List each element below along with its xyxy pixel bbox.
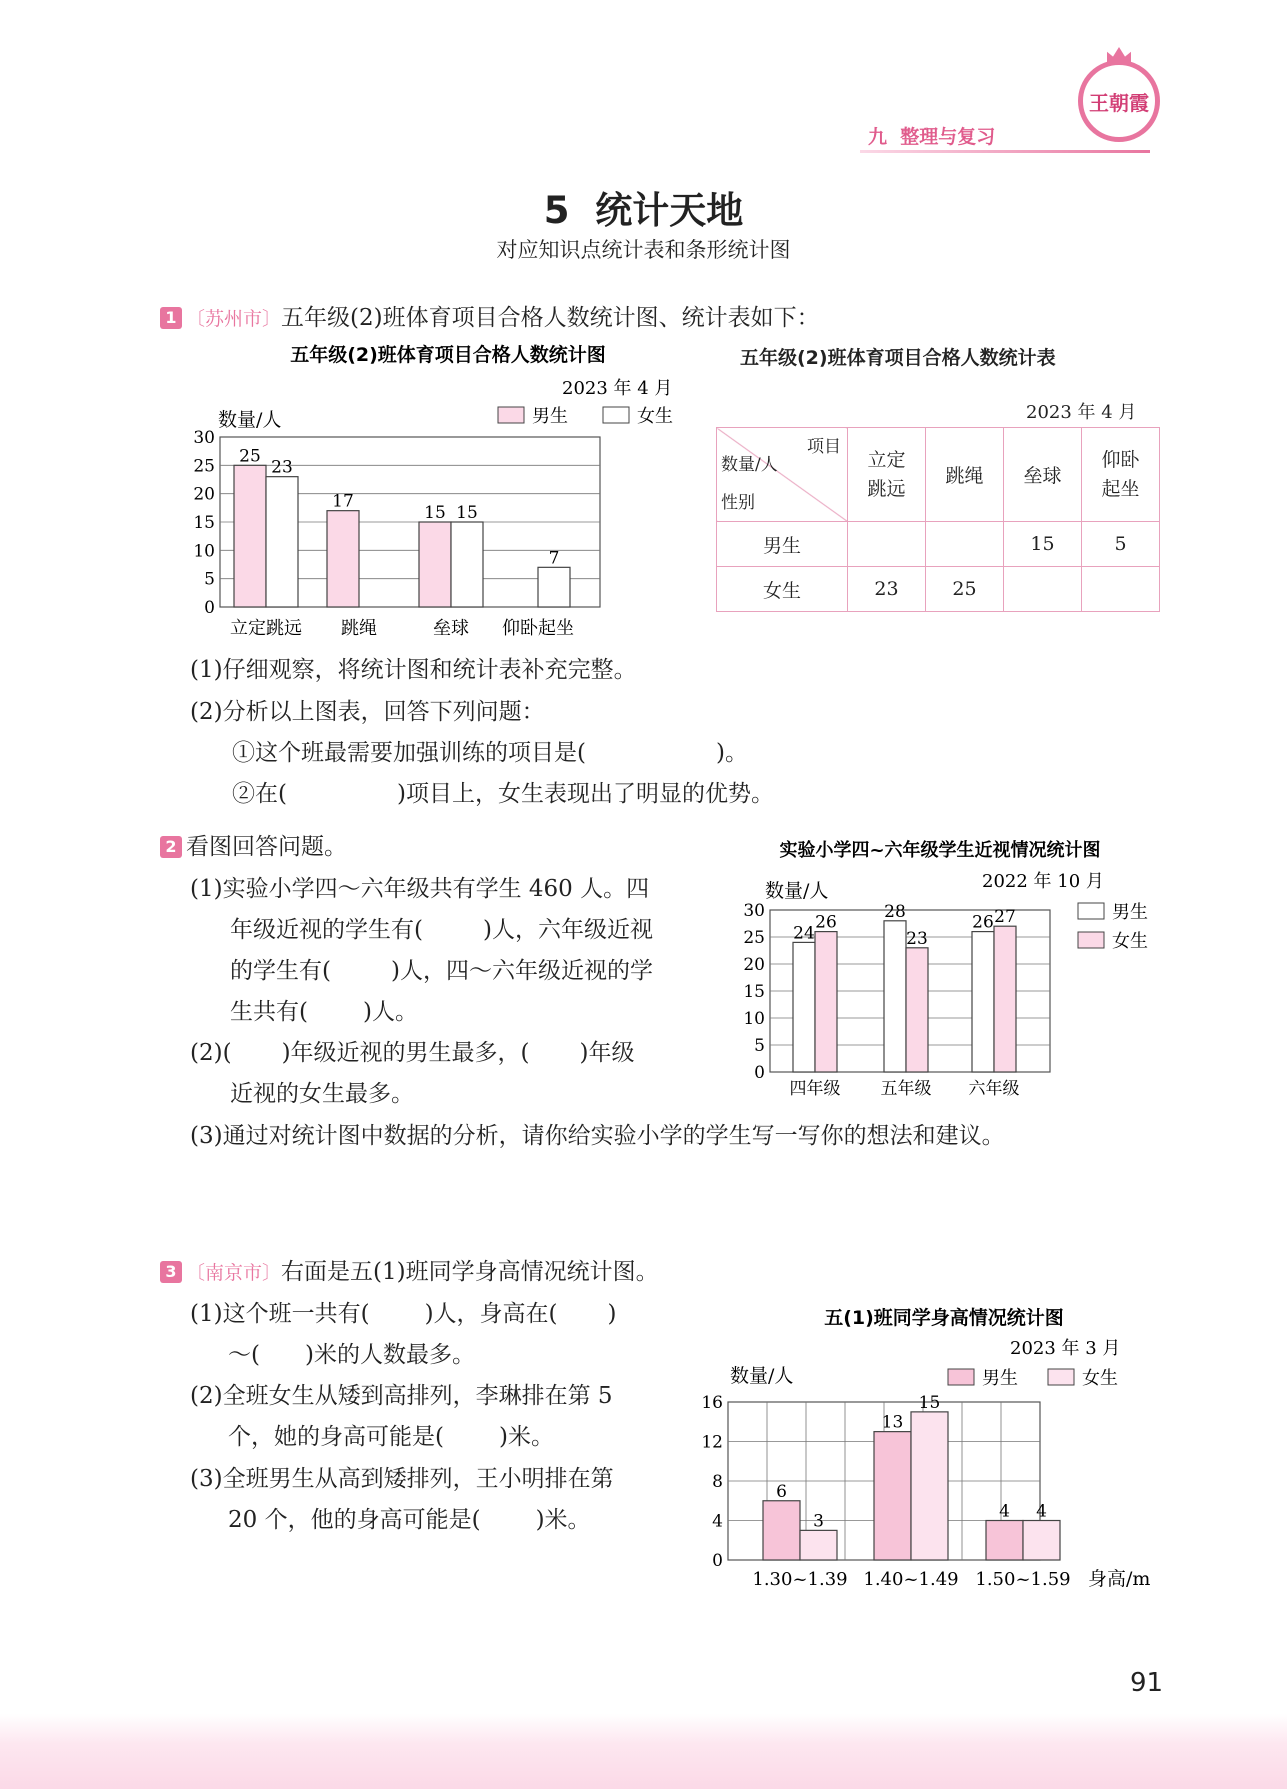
y-tick-label: 8 xyxy=(712,1472,723,1492)
y-tick-label: 12 xyxy=(701,1432,723,1453)
table-cell[interactable] xyxy=(1004,567,1082,612)
q3-l2a: ～( xyxy=(228,1342,260,1368)
q2-l5b: )年级近视的男生最多，( xyxy=(281,1040,530,1066)
q1-stem xyxy=(160,299,820,332)
bar xyxy=(986,1521,1023,1561)
data-label: 15 xyxy=(456,503,478,523)
page-subtitle: 对应知识点统计表和条形统计图 xyxy=(496,238,791,262)
y-tick-label: 25 xyxy=(193,456,215,477)
table-cell: 25 xyxy=(926,567,1004,612)
table-corner-cell xyxy=(717,428,848,522)
chart-title: 五(1)班同学身高情况统计图 xyxy=(824,1307,1064,1329)
page-title: 5 统计天地 xyxy=(543,189,744,232)
data-label: 4 xyxy=(1036,1501,1047,1522)
q2-l1: (1)实验小学四～六年级共有学生 460 人。四 xyxy=(190,876,650,902)
y-axis-label: 数量/人 xyxy=(765,880,829,902)
bar xyxy=(800,1530,837,1560)
legend-swatch xyxy=(948,1369,974,1385)
bar xyxy=(1023,1521,1060,1561)
q3-l5: (3)全班男生从高到矮排列，王小明排在第 xyxy=(190,1466,614,1492)
q2-l5 xyxy=(190,1034,635,1067)
table-col-header: 跳绳 xyxy=(926,428,1004,522)
data-label: 7 xyxy=(548,548,560,569)
data-label: 23 xyxy=(906,928,928,949)
bar xyxy=(419,522,451,607)
data-label: 4 xyxy=(999,1501,1010,1522)
data-label: 23 xyxy=(271,457,293,478)
legend-label: 男生 xyxy=(532,406,568,427)
y-tick-label: 0 xyxy=(754,1063,765,1083)
bar xyxy=(874,1432,911,1560)
q2-stem xyxy=(160,828,347,861)
q2-l5a: (2)( xyxy=(190,1040,232,1066)
bar xyxy=(763,1501,800,1560)
x-tick-label: 1.40~1.49 xyxy=(863,1569,959,1590)
x-tick-label: 跳绳 xyxy=(341,618,377,639)
bar xyxy=(327,511,359,607)
data-label: 25 xyxy=(239,446,261,467)
table-cell: 23 xyxy=(848,567,926,612)
q1-sub2a-post: )。 xyxy=(715,740,748,766)
chart-q1 xyxy=(190,335,700,647)
q2-l4 xyxy=(230,993,418,1026)
y-tick-label: 10 xyxy=(193,541,215,562)
bar xyxy=(906,948,928,1072)
y-tick-label: 4 xyxy=(712,1511,723,1532)
q3-l4 xyxy=(228,1418,554,1451)
y-tick-label: 0 xyxy=(712,1551,723,1571)
q3-l6b: )米。 xyxy=(535,1507,591,1533)
q2-l2a: 年级近视的学生有( xyxy=(230,917,423,943)
q3-stem-text: 右面是五(1)班同学身高情况统计图。 xyxy=(281,1259,659,1285)
q1-sub2a xyxy=(232,734,748,767)
bar xyxy=(793,942,815,1072)
corner-item: 项目 xyxy=(807,437,841,457)
table-cell[interactable] xyxy=(926,522,1004,567)
chart-q2 xyxy=(720,830,1170,1110)
table-row-label: 男生 xyxy=(717,522,848,567)
y-tick-label: 20 xyxy=(193,484,215,505)
table-col-header: 立定 跳远 xyxy=(848,428,926,522)
q3-l1b: )人，身高在( xyxy=(424,1301,558,1327)
q3-city: 〔南京市〕 xyxy=(186,1262,282,1284)
section-title: 九 整理与复习 xyxy=(868,126,996,148)
q2-l6: 近视的女生最多。 xyxy=(230,1081,414,1107)
page-number: 91 xyxy=(1130,1668,1164,1698)
q2-l3 xyxy=(230,952,653,985)
q1-city: 〔苏州市〕 xyxy=(186,308,282,330)
q3-l1a: (1)这个班一共有( xyxy=(190,1301,370,1327)
q2-l4a: 生共有( xyxy=(230,999,308,1025)
legend-swatch xyxy=(498,407,524,423)
x-tick-label: 六年级 xyxy=(968,1079,1020,1099)
q1-stat-table xyxy=(716,427,1160,612)
bar xyxy=(972,932,994,1072)
corner-gender: 性别 xyxy=(721,493,755,513)
footer-band xyxy=(0,1714,1287,1789)
y-tick-label: 16 xyxy=(701,1393,723,1413)
table-row-label: 女生 xyxy=(717,567,848,612)
q1-sub2b xyxy=(232,775,774,808)
q3-l6 xyxy=(228,1501,591,1534)
q2-l2b: )人，六年级近视 xyxy=(482,917,653,943)
q1-sub1: (1)仔细观察，将统计图和统计表补充完整。 xyxy=(190,657,637,683)
q2-l3a: 的学生有( xyxy=(230,958,331,984)
q1-sub2a-pre: ①这个班最需要加强训练的项目是( xyxy=(232,740,586,766)
q3-l4b: )米。 xyxy=(498,1424,554,1450)
q2-l4b: )人。 xyxy=(362,999,418,1025)
bar xyxy=(815,932,837,1072)
q2-l2 xyxy=(230,911,653,944)
q1-number: 1 xyxy=(160,307,182,329)
x-axis-label: 身高/m xyxy=(1088,1568,1151,1590)
bar xyxy=(538,567,570,607)
q1-table-date: 2023 年 4 月 xyxy=(1026,402,1137,423)
legend-swatch xyxy=(1048,1369,1074,1385)
q2-l7: (3)通过对统计图中数据的分析，请你给实验小学的学生写一写你的想法和建议。 xyxy=(190,1123,1005,1149)
bar xyxy=(994,926,1016,1072)
y-tick-label: 30 xyxy=(743,901,765,921)
q3-l2b: )米的人数最多。 xyxy=(304,1342,475,1368)
data-label: 3 xyxy=(813,1511,824,1532)
brand-logo xyxy=(1078,60,1160,142)
bar xyxy=(884,921,906,1072)
x-tick-label: 五年级 xyxy=(880,1079,932,1099)
q2-number: 2 xyxy=(160,836,182,858)
y-axis-label: 数量/人 xyxy=(730,1365,794,1387)
table-cell: 5 xyxy=(1082,522,1160,567)
q2-l5c: )年级 xyxy=(579,1040,635,1066)
legend-label: 男生 xyxy=(982,1368,1018,1389)
y-tick-label: 30 xyxy=(193,428,215,448)
bar xyxy=(451,522,483,607)
legend-label: 女生 xyxy=(1082,1368,1118,1389)
data-label: 28 xyxy=(884,901,906,922)
legend-label: 女生 xyxy=(637,406,673,427)
corner-qty: 数量/人 xyxy=(721,455,778,475)
q3-l4a: 个，她的身高可能是( xyxy=(228,1424,444,1450)
y-tick-label: 25 xyxy=(743,928,765,948)
q3-l1 xyxy=(190,1295,617,1328)
legend-label: 女生 xyxy=(1112,931,1148,952)
data-label: 6 xyxy=(776,1481,787,1502)
q3-l2 xyxy=(228,1336,475,1369)
q1-sub2: (2)分析以上图表，回答下列问题： xyxy=(190,699,545,725)
y-tick-label: 5 xyxy=(754,1036,765,1056)
legend-label: 男生 xyxy=(1112,902,1148,923)
chart-title: 五年级(2)班体育项目合格人数统计图 xyxy=(290,344,606,366)
data-label: 15 xyxy=(918,1392,941,1413)
q3-stem xyxy=(160,1253,659,1286)
y-tick-label: 15 xyxy=(743,982,765,1002)
q3-l1c: ) xyxy=(607,1301,617,1327)
data-label: 26 xyxy=(972,912,994,933)
bar xyxy=(266,477,298,607)
y-tick-label: 15 xyxy=(193,513,215,533)
table-col-header: 垒球 xyxy=(1004,428,1082,522)
logo-crown-icon xyxy=(1107,47,1131,63)
y-tick-label: 0 xyxy=(204,598,215,618)
table-cell[interactable] xyxy=(1082,567,1160,612)
table-cell[interactable] xyxy=(848,522,926,567)
data-label: 13 xyxy=(881,1412,904,1433)
section-underline xyxy=(860,150,1150,153)
q1-sub2b-pre: ②在( xyxy=(232,781,287,807)
data-label: 24 xyxy=(793,923,815,944)
table-col-header: 仰卧 起坐 xyxy=(1082,428,1160,522)
y-axis-label: 数量/人 xyxy=(218,409,282,431)
q2-l3b: )人，四～六年级近视的学 xyxy=(390,958,653,984)
q1-sub2b-post: )项目上，女生表现出了明显的优势。 xyxy=(396,781,774,807)
q3-number: 3 xyxy=(160,1261,182,1283)
x-tick-label: 1.50~1.59 xyxy=(975,1569,1071,1590)
data-label: 17 xyxy=(332,491,354,512)
chart-q3 xyxy=(690,1295,1170,1600)
x-tick-label: 垒球 xyxy=(433,618,469,639)
logo-text: 王朝霞 xyxy=(1089,91,1149,115)
chart-date: 2023 年 4 月 xyxy=(562,378,673,399)
q3-l3: (2)全班女生从矮到高排列，李琳排在第 5 xyxy=(190,1383,613,1409)
data-label: 27 xyxy=(994,907,1016,928)
chart-date: 2023 年 3 月 xyxy=(1010,1338,1121,1359)
q1-stem-text: 五年级(2)班体育项目合格人数统计图、统计表如下： xyxy=(281,305,820,331)
x-tick-label: 立定跳远 xyxy=(230,618,302,639)
q3-l6a: 20 个，他的身高可能是( xyxy=(228,1507,481,1533)
x-tick-label: 四年级 xyxy=(789,1079,841,1099)
q2-stem-text: 看图回答问题。 xyxy=(186,834,347,860)
bar xyxy=(911,1412,948,1560)
x-tick-label: 仰卧起坐 xyxy=(502,618,574,639)
data-label: 15 xyxy=(424,503,446,523)
table-cell: 15 xyxy=(1004,522,1082,567)
q1-table-title: 五年级(2)班体育项目合格人数统计表 xyxy=(740,347,1056,369)
legend-swatch xyxy=(603,407,629,423)
bar xyxy=(234,465,266,607)
data-label: 26 xyxy=(815,912,837,933)
chart-date: 2022 年 10 月 xyxy=(982,871,1104,892)
y-tick-label: 20 xyxy=(743,955,765,975)
y-tick-label: 10 xyxy=(743,1009,765,1029)
y-tick-label: 5 xyxy=(204,569,215,590)
legend-swatch xyxy=(1078,903,1104,919)
x-tick-label: 1.30~1.39 xyxy=(752,1569,848,1590)
legend-swatch xyxy=(1078,932,1104,948)
chart-title: 实验小学四~六年级学生近视情况统计图 xyxy=(779,840,1101,861)
